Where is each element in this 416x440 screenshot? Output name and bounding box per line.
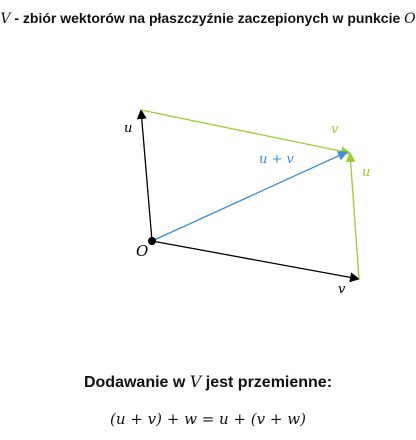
vector-u-black — [141, 110, 152, 241]
title-text: - zbiór wektorów na płaszczyźnie zaczepionych w punkcie — [10, 10, 405, 26]
heading-prefix: Dodawanie w — [83, 374, 190, 391]
heading-suffix: jest przemienne: — [201, 374, 333, 391]
vector-u-green — [350, 153, 359, 279]
vector-v-green — [141, 110, 350, 153]
label-u-black: u — [124, 121, 133, 136]
label-v-black: v — [338, 282, 346, 297]
associativity-formula: (u + v) + w = u + (v + w) — [110, 410, 306, 428]
label-v-green: v — [331, 122, 339, 137]
heading-set-symbol: V — [189, 372, 202, 391]
section-heading — [0, 372, 416, 392]
point-symbol: O — [404, 11, 416, 27]
label-sum: u + v — [259, 152, 294, 167]
origin-point — [148, 237, 156, 245]
set-symbol: V — [0, 11, 11, 27]
label-origin: O — [136, 242, 149, 260]
vector-sum — [152, 152, 347, 241]
vector-v-black — [152, 241, 359, 279]
label-u-green: u — [362, 165, 371, 180]
